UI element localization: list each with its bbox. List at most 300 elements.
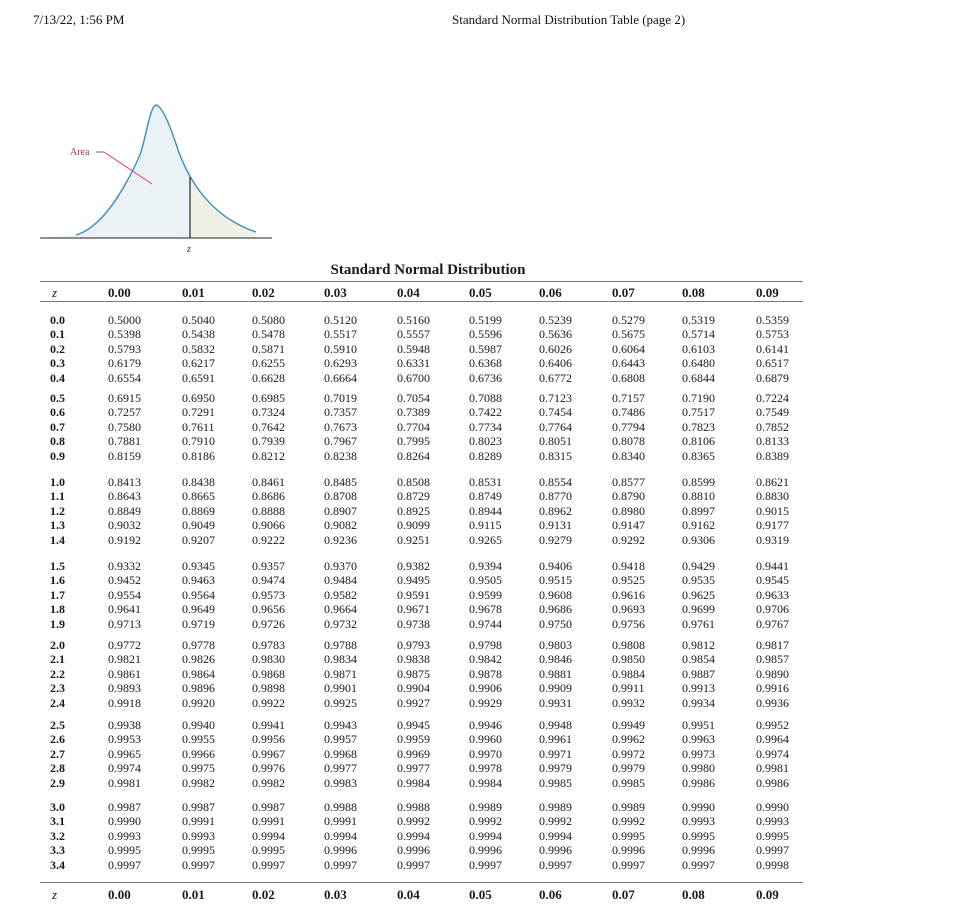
probability-cell: 0.9495 [397,573,430,588]
probability-cell: 0.8849 [108,503,141,518]
column-header-cell: 0.09 [756,887,779,902]
probability-cell: 0.9842 [469,652,502,667]
probability-cell: 0.7422 [469,405,502,420]
probability-cell: 0.6293 [324,356,357,371]
probability-cell: 0.9956 [252,732,285,747]
probability-cell: 0.9846 [539,652,572,667]
probability-cell: 0.9997 [612,857,645,872]
z-value-cell: 1.8 [50,602,65,617]
probability-cell: 0.7794 [612,419,645,434]
probability-cell: 0.9564 [182,587,215,602]
probability-cell: 0.9788 [324,638,357,652]
probability-cell: 0.6772 [539,370,572,385]
probability-cell: 0.9949 [612,718,645,732]
z-value-cell: 1.9 [50,616,65,631]
z-value-cell: 0.5 [50,391,65,405]
probability-cell: 0.9573 [252,587,285,602]
page-header-title: Standard Normal Distribution Table (page 2) [452,12,686,27]
probability-cell: 0.9936 [756,695,789,710]
probability-cell: 0.9965 [108,746,141,761]
probability-cell: 0.9918 [108,695,141,710]
column-header-cell: 0.03 [324,285,347,300]
probability-cell: 0.9887 [682,666,715,681]
probability-cell: 0.9931 [539,695,572,710]
probability-cell: 0.7019 [324,391,357,405]
probability-cell: 0.9599 [469,587,502,602]
probability-cell: 0.5596 [469,327,502,342]
probability-cell: 0.9985 [612,775,645,790]
probability-cell: 0.5040 [182,313,215,327]
probability-cell: 0.9979 [612,761,645,776]
header-bottom-rule [40,301,803,302]
probability-cell: 0.8790 [612,489,645,504]
probability-cell: 0.8212 [252,448,285,463]
probability-cell: 0.7764 [539,419,572,434]
probability-cell: 0.9236 [324,532,357,547]
probability-cell: 0.7823 [682,419,715,434]
probability-cell: 0.9207 [182,532,215,547]
probability-cell: 0.9991 [182,814,215,829]
header-top-rule [40,281,803,282]
probability-cell: 0.9898 [252,681,285,696]
z-value-cell: 0.0 [50,313,65,327]
probability-cell: 0.9990 [108,814,141,829]
probability-cell: 0.9995 [252,843,285,858]
probability-cell: 0.9664 [324,602,357,617]
probability-cell: 0.9973 [682,746,715,761]
probability-cell: 0.8159 [108,448,141,463]
probability-cell: 0.6480 [682,356,715,371]
probability-cell: 0.9997 [108,857,141,872]
probability-cell: 0.8389 [756,448,789,463]
probability-cell: 0.9726 [252,616,285,631]
probability-cell: 0.8531 [469,475,502,489]
probability-cell: 0.9995 [182,843,215,858]
probability-cell: 0.8485 [324,475,357,489]
probability-cell: 0.9938 [108,718,141,732]
probability-cell: 0.9015 [756,503,789,518]
probability-cell: 0.9861 [108,666,141,681]
probability-cell: 0.9990 [756,800,789,814]
probability-cell: 0.9996 [324,843,357,858]
column-header-cell: 0.01 [182,887,205,902]
probability-cell: 0.9996 [612,843,645,858]
probability-cell: 0.9997 [539,857,572,872]
probability-cell: 0.9641 [108,602,141,617]
z-header-cell: z [52,887,58,902]
probability-cell: 0.6517 [756,356,789,371]
probability-cell: 0.8438 [182,475,215,489]
probability-cell: 0.8238 [324,448,357,463]
probability-cell: 0.9977 [397,761,430,776]
probability-cell: 0.9967 [252,746,285,761]
probability-cell: 0.8078 [612,434,645,449]
probability-cell: 0.9625 [682,587,715,602]
probability-cell: 0.5000 [108,313,141,327]
probability-cell: 0.9966 [182,746,215,761]
probability-cell: 0.9997 [397,857,430,872]
probability-cell: 0.6915 [108,391,141,405]
probability-cell: 0.9817 [756,638,789,652]
probability-cell: 0.5239 [539,313,572,327]
column-header-cell: 0.08 [682,285,705,300]
z-value-cell: 2.8 [50,761,65,776]
probability-cell: 0.8365 [682,448,715,463]
z-value-cell: 2.4 [50,695,65,710]
z-value-cell: 0.3 [50,356,65,371]
probability-cell: 0.8133 [756,434,789,449]
probability-cell: 0.6026 [539,341,572,356]
probability-cell: 0.9975 [182,761,215,776]
probability-cell: 0.9857 [756,652,789,667]
probability-cell: 0.7881 [108,434,141,449]
probability-cell: 0.6064 [612,341,645,356]
probability-cell: 0.9896 [182,681,215,696]
probability-cell: 0.9979 [539,761,572,776]
probability-cell: 0.9971 [539,746,572,761]
probability-cell: 0.5871 [252,341,285,356]
probability-cell: 0.9505 [469,573,502,588]
probability-cell: 0.6141 [756,341,789,356]
probability-cell: 0.9963 [682,732,715,747]
probability-cell: 0.6368 [469,356,502,371]
probability-cell: 0.7054 [397,391,430,405]
probability-cell: 0.9995 [756,828,789,843]
probability-cell: 0.9699 [682,602,715,617]
probability-cell: 0.9890 [756,666,789,681]
probability-cell: 0.9994 [324,828,357,843]
probability-cell: 0.9992 [397,814,430,829]
probability-cell: 0.9982 [252,775,285,790]
probability-cell: 0.8962 [539,503,572,518]
z-value-cell: 3.2 [50,828,65,843]
probability-cell: 0.9525 [612,573,645,588]
probability-cell: 0.9608 [539,587,572,602]
probability-cell: 0.5753 [756,327,789,342]
probability-cell: 0.9904 [397,681,430,696]
probability-cell: 0.9452 [108,573,141,588]
area-label: Area [70,147,90,158]
probability-cell: 0.9441 [756,559,789,573]
probability-cell: 0.9830 [252,652,285,667]
probability-cell: 0.9292 [612,532,645,547]
probability-cell: 0.9893 [108,681,141,696]
probability-cell: 0.9099 [397,518,430,533]
probability-cell: 0.7190 [682,391,715,405]
probability-cell: 0.6700 [397,370,430,385]
probability-cell: 0.6255 [252,356,285,371]
probability-cell: 0.9826 [182,652,215,667]
probability-cell: 0.9279 [539,532,572,547]
probability-cell: 0.5948 [397,341,430,356]
probability-cell: 0.9131 [539,518,572,533]
probability-cell: 0.9981 [108,775,141,790]
z-value-cell: 2.0 [50,638,65,652]
probability-cell: 0.9884 [612,666,645,681]
probability-cell: 0.9951 [682,718,715,732]
probability-cell: 0.6554 [108,370,141,385]
probability-cell: 0.9990 [682,800,715,814]
probability-cell: 0.9955 [182,732,215,747]
probability-cell: 0.9463 [182,573,215,588]
probability-cell: 0.9993 [182,828,215,843]
probability-cell: 0.9987 [108,800,141,814]
probability-cell: 0.5636 [539,327,572,342]
probability-cell: 0.9812 [682,638,715,652]
shaded-area [40,105,190,238]
probability-cell: 0.9686 [539,602,572,617]
column-header-cell: 0.00 [108,285,131,300]
probability-cell: 0.8643 [108,489,141,504]
probability-cell: 0.9995 [612,828,645,843]
probability-cell: 0.8577 [612,475,645,489]
z-value-cell: 0.7 [50,419,65,434]
z-value-cell: 1.1 [50,489,65,504]
probability-cell: 0.5398 [108,327,141,342]
probability-cell: 0.9783 [252,638,285,652]
probability-cell: 0.9997 [182,857,215,872]
probability-cell: 0.9989 [469,800,502,814]
column-header-cell: 0.06 [539,285,562,300]
probability-cell: 0.9976 [252,761,285,776]
probability-cell: 0.9994 [397,828,430,843]
z-value-cell: 2.9 [50,775,65,790]
probability-cell: 0.9945 [397,718,430,732]
probability-cell: 0.9554 [108,587,141,602]
probability-cell: 0.9406 [539,559,572,573]
probability-cell: 0.9992 [539,814,572,829]
z-value-cell: 2.3 [50,681,65,696]
z-value-cell: 2.6 [50,732,65,747]
probability-cell: 0.7517 [682,405,715,420]
probability-cell: 0.5160 [397,313,430,327]
probability-cell: 0.9913 [682,681,715,696]
probability-cell: 0.7257 [108,405,141,420]
probability-cell: 0.5080 [252,313,285,327]
probability-cell: 0.9582 [324,587,357,602]
probability-cell: 0.9767 [756,616,789,631]
probability-cell: 0.9934 [682,695,715,710]
probability-cell: 0.9969 [397,746,430,761]
probability-cell: 0.9959 [397,732,430,747]
probability-cell: 0.6331 [397,356,430,371]
probability-cell: 0.9713 [108,616,141,631]
probability-cell: 0.7852 [756,419,789,434]
probability-cell: 0.9868 [252,666,285,681]
probability-cell: 0.5438 [182,327,215,342]
probability-cell: 0.5987 [469,341,502,356]
probability-cell: 0.9996 [469,843,502,858]
probability-cell: 0.7157 [612,391,645,405]
probability-cell: 0.9678 [469,602,502,617]
probability-cell: 0.9997 [252,857,285,872]
probability-cell: 0.9738 [397,616,430,631]
probability-cell: 0.6628 [252,370,285,385]
probability-cell: 0.9953 [108,732,141,747]
probability-cell: 0.9986 [756,775,789,790]
probability-cell: 0.9997 [756,843,789,858]
probability-cell: 0.9996 [682,843,715,858]
column-header-cell: 0.04 [397,887,420,902]
probability-cell: 0.9962 [612,732,645,747]
probability-cell: 0.9049 [182,518,215,533]
probability-cell: 0.8980 [612,503,645,518]
probability-cell: 0.8869 [182,503,215,518]
probability-cell: 0.9964 [756,732,789,747]
z-value-cell: 1.3 [50,518,65,533]
probability-cell: 0.9382 [397,559,430,573]
probability-cell: 0.5199 [469,313,502,327]
probability-cell: 0.8944 [469,503,502,518]
probability-cell: 0.9988 [324,800,357,814]
probability-cell: 0.9983 [324,775,357,790]
probability-cell: 0.9948 [539,718,572,732]
probability-cell: 0.9871 [324,666,357,681]
probability-cell: 0.5793 [108,341,141,356]
probability-cell: 0.9319 [756,532,789,547]
probability-cell: 0.9649 [182,602,215,617]
probability-cell: 0.9957 [324,732,357,747]
probability-cell: 0.8686 [252,489,285,504]
z-value-cell: 0.9 [50,448,65,463]
column-header-cell: 0.00 [108,887,131,902]
probability-cell: 0.9989 [539,800,572,814]
probability-cell: 0.9993 [682,814,715,829]
probability-cell: 0.5832 [182,341,215,356]
z-value-cell: 3.1 [50,814,65,829]
probability-cell: 0.9952 [756,718,789,732]
z-label: z [187,244,191,255]
probability-cell: 0.9977 [324,761,357,776]
probability-cell: 0.6406 [539,356,572,371]
probability-cell: 0.9732 [324,616,357,631]
column-header-cell: 0.01 [182,285,205,300]
probability-cell: 0.9222 [252,532,285,547]
probability-cell: 0.9992 [612,814,645,829]
probability-cell: 0.8264 [397,448,430,463]
z-header-cell: z [52,285,58,300]
probability-cell: 0.9989 [612,800,645,814]
probability-cell: 0.8997 [682,503,715,518]
probability-cell: 0.9616 [612,587,645,602]
probability-cell: 0.9875 [397,666,430,681]
table-title: Standard Normal Distribution [330,262,526,278]
probability-cell: 0.9997 [469,857,502,872]
column-header-cell: 0.02 [252,887,275,902]
probability-cell: 0.8770 [539,489,572,504]
probability-cell: 0.9998 [756,857,789,872]
probability-cell: 0.8051 [539,434,572,449]
probability-cell: 0.9345 [182,559,215,573]
probability-cell: 0.9993 [108,828,141,843]
probability-cell: 0.9772 [108,638,141,652]
probability-cell: 0.9808 [612,638,645,652]
probability-cell: 0.9984 [397,775,430,790]
probability-cell: 0.5359 [756,313,789,327]
probability-cell: 0.8186 [182,448,215,463]
z-value-cell: 0.4 [50,370,65,385]
probability-cell: 0.9192 [108,532,141,547]
probability-cell: 0.9394 [469,559,502,573]
probability-cell: 0.9961 [539,732,572,747]
probability-cell: 0.9992 [469,814,502,829]
probability-cell: 0.7357 [324,405,357,420]
probability-cell: 0.9997 [682,857,715,872]
probability-cell: 0.9940 [182,718,215,732]
probability-cell: 0.9981 [756,761,789,776]
probability-cell: 0.9970 [469,746,502,761]
probability-cell: 0.9997 [324,857,357,872]
probability-cell: 0.9920 [182,695,215,710]
probability-cell: 0.9719 [182,616,215,631]
normal-curve-figure [40,100,272,260]
probability-cell: 0.9974 [108,761,141,776]
probability-cell: 0.9177 [756,518,789,533]
page-header-date: 7/13/22, 1:56 PM [33,12,125,27]
probability-cell: 0.5279 [612,313,645,327]
probability-cell: 0.9147 [612,518,645,533]
probability-cell: 0.9974 [756,746,789,761]
probability-cell: 0.8907 [324,503,357,518]
probability-cell: 0.9932 [612,695,645,710]
probability-cell: 0.9927 [397,695,430,710]
z-value-cell: 2.1 [50,652,65,667]
column-header-cell: 0.02 [252,285,275,300]
probability-cell: 0.8508 [397,475,430,489]
probability-cell: 0.9946 [469,718,502,732]
probability-cell: 0.6664 [324,370,357,385]
probability-cell: 0.6950 [182,391,215,405]
probability-cell: 0.9922 [252,695,285,710]
probability-cell: 0.9633 [756,587,789,602]
probability-cell: 0.7642 [252,419,285,434]
probability-cell: 0.8023 [469,434,502,449]
probability-cell: 0.9429 [682,559,715,573]
probability-cell: 0.9987 [182,800,215,814]
probability-cell: 0.9756 [612,616,645,631]
z-value-cell: 3.0 [50,800,65,814]
probability-cell: 0.7939 [252,434,285,449]
probability-cell: 0.9418 [612,559,645,573]
probability-cell: 0.7910 [182,434,215,449]
probability-cell: 0.9994 [469,828,502,843]
z-value-cell: 1.0 [50,475,65,489]
probability-cell: 0.7224 [756,391,789,405]
probability-cell: 0.5478 [252,327,285,342]
probability-cell: 0.9909 [539,681,572,696]
probability-cell: 0.6217 [182,356,215,371]
probability-cell: 0.9985 [539,775,572,790]
probability-cell: 0.6443 [612,356,645,371]
probability-cell: 0.9162 [682,518,715,533]
probability-cell: 0.9798 [469,638,502,652]
probability-cell: 0.7291 [182,405,215,420]
probability-cell: 0.9535 [682,573,715,588]
probability-cell: 0.8461 [252,475,285,489]
probability-cell: 0.8729 [397,489,430,504]
probability-cell: 0.9671 [397,602,430,617]
probability-cell: 0.6879 [756,370,789,385]
z-value-cell: 0.2 [50,341,65,356]
z-value-cell: 1.4 [50,532,65,547]
probability-cell: 0.9761 [682,616,715,631]
probability-cell: 0.7549 [756,405,789,420]
probability-cell: 0.8106 [682,434,715,449]
probability-cell: 0.9901 [324,681,357,696]
probability-cell: 0.9984 [469,775,502,790]
probability-cell: 0.7389 [397,405,430,420]
probability-cell: 0.6985 [252,391,285,405]
